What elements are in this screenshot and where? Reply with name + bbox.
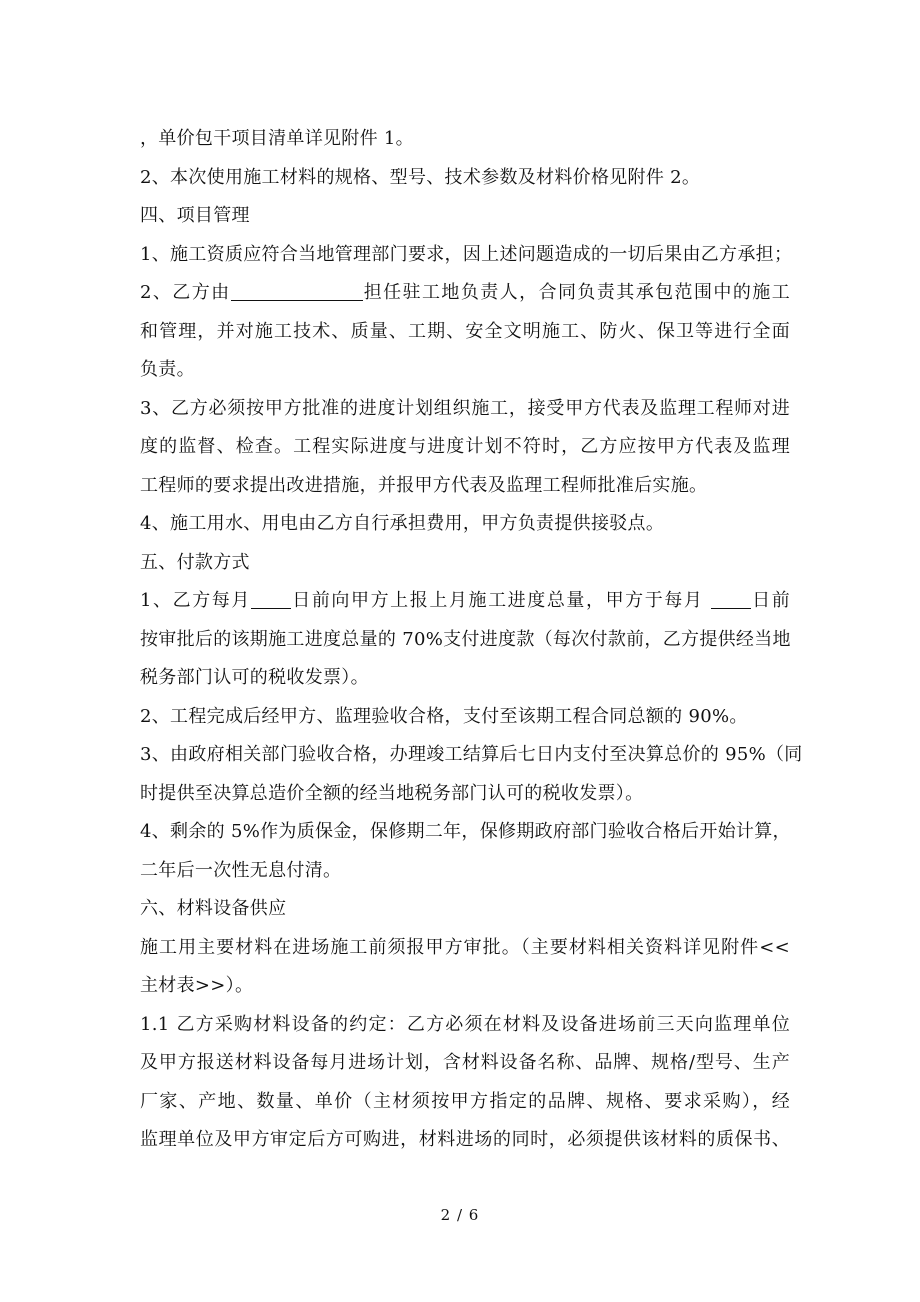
text-line: 3、由政府相关部门验收合格，办理竣工结算后七日内支付至决算总价的 95%（同	[140, 744, 803, 765]
text-line: 按审批后的该期施工进度总量的 70%支付进度款（每次付款前，乙方提供经当地	[140, 628, 791, 650]
text-line: 3、乙方必须按甲方批准的进度计划组织施工，接受甲方代表及监理工程师对进	[140, 397, 790, 419]
text-fragment: 2、乙方由	[140, 282, 231, 303]
fill-in-blank-payment-day	[711, 590, 751, 609]
text-line: 负责。	[140, 359, 195, 380]
text-line: 2、本次使用施工材料的规格、型号、技术参数及材料价格见附件 2。	[140, 166, 701, 188]
text-fragment: 日前	[750, 590, 790, 611]
text-line: 度的监督、检查。工程实际进度与进度计划不符时，乙方应按甲方代表及监理	[140, 436, 790, 457]
text-line: 厂家、产地、数量、单价（主材须按甲方指定的品牌、规格、要求采购），经	[140, 1090, 790, 1112]
text-line: 4、施工用水、用电由乙方自行承担费用，甲方负责提供接驳点。	[140, 513, 665, 534]
text-line: ，单价包干项目清单详见附件 1。	[140, 128, 414, 149]
section-heading-materials: 六、材料设备供应	[140, 898, 287, 919]
text-line: 主材表>>）。	[140, 975, 254, 996]
document-body	[140, 120, 803, 1160]
text-line: 二年后一次性无息付清。	[140, 859, 342, 881]
text-line: 及甲方报送材料设备每月进场计划，含材料设备名称、品牌、规格/型号、生产	[140, 1052, 790, 1073]
text-fragment: 1、乙方每月	[140, 590, 251, 611]
fill-in-blank-site-manager	[231, 282, 363, 301]
text-line: 税务部门认可的税收发票）。	[140, 667, 369, 688]
text-line: 4、剩余的 5%作为质保金，保修期二年，保修期政府部门验收合格后开始计算，	[140, 821, 791, 842]
text-line: 监理单位及甲方审定后方可购进，材料进场的同时，必须提供该材料的质保书、	[140, 1129, 790, 1150]
section-heading-payment: 五、付款方式	[140, 551, 250, 573]
text-line-with-blank	[140, 274, 790, 313]
text-line-with-blanks	[140, 582, 790, 621]
text-line: 工程师的要求提出改进措施，并报甲方代表及监理工程师批准后实施。	[140, 474, 708, 496]
section-heading-project-management: 四、项目管理	[140, 205, 250, 226]
text-line: 1、施工资质应符合当地管理部门要求，因上述问题造成的一切后果由乙方承担；	[140, 243, 793, 265]
text-line: 2、工程完成后经甲方、监理验收合格，支付至该期工程合同总额的 90%。	[140, 705, 748, 727]
fill-in-blank-report-day	[251, 590, 291, 609]
text-fragment: 日前向甲方上报上月施工进度总量，甲方于每月	[290, 590, 711, 611]
text-line: 1.1 乙方采购材料设备的约定：乙方必须在材料及设备进场前三天向监理单位	[140, 1013, 790, 1035]
text-line: 和管理，并对施工技术、质量、工期、安全文明施工、防火、保卫等进行全面	[140, 320, 790, 342]
text-line: 施工用主要材料在进场施工前须报甲方审批。（主要材料相关资料详见附件<<	[140, 936, 790, 958]
text-fragment: 担任驻工地负责人，合同负责其承包范围中的施工	[362, 282, 790, 303]
text-line: 时提供至决算总造价全额的经当地税务部门认可的税收发票）。	[140, 782, 644, 804]
page-number: 2 / 6	[440, 1206, 480, 1224]
